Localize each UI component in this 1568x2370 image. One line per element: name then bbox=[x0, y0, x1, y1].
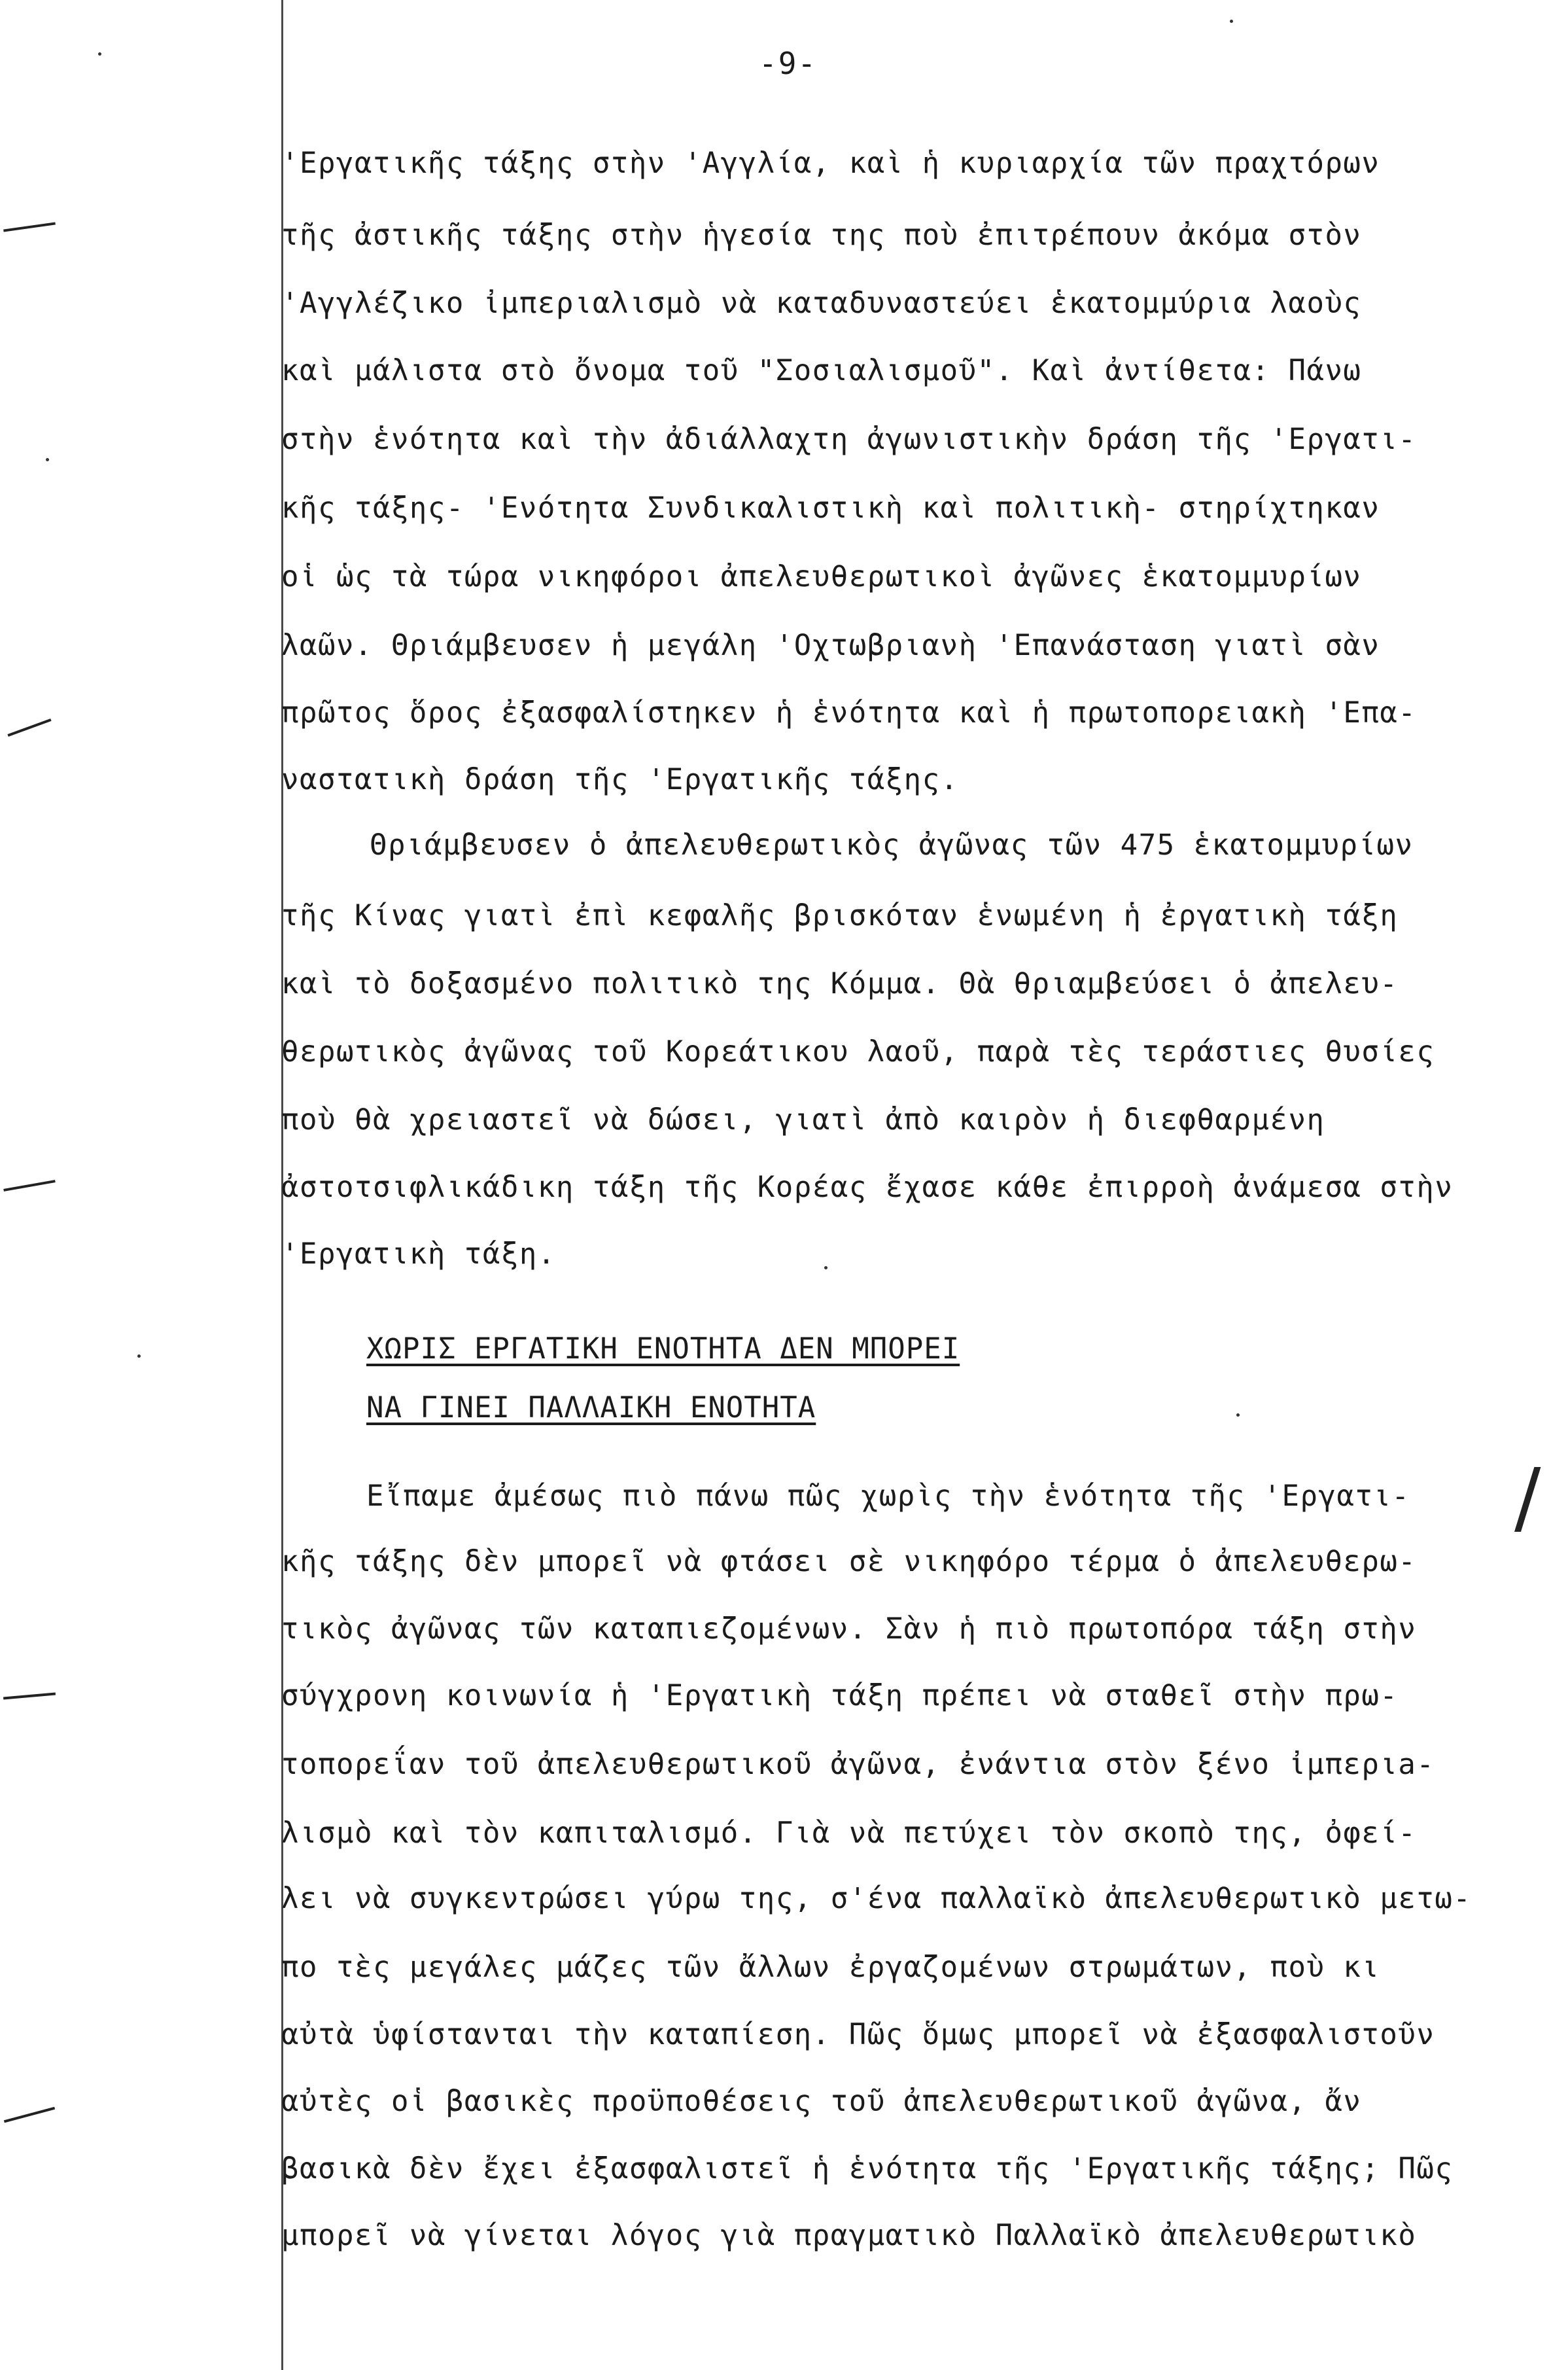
page-number: -9- bbox=[759, 46, 818, 81]
scan-mark bbox=[3, 1180, 55, 1192]
text-line: στὴν ἑνότητα καὶ τὴν ἀδιάλλαχτη ἀγωνιστικὴν δράση τῆς 'Εργατι- bbox=[281, 423, 1417, 456]
text-line: καὶ τὸ δοξασμένο πολιτικὸ της Κόμμα. Θὰ θριαμβεύσει ὁ ἀπελευ- bbox=[281, 967, 1399, 1000]
text-line: κῆς τάξης δὲν μπορεῖ νὰ φτάσει σὲ νικηφόρο τέρμα ὁ ἀπελευθερω- bbox=[281, 1545, 1417, 1578]
text-line: λαῶν. Θριάμβευσεν ἡ μεγάλη 'Οχτωβριανὴ 'Επανάσταση γιατὶ σὰν bbox=[281, 629, 1380, 662]
scan-mark bbox=[3, 1693, 56, 1700]
scan-mark bbox=[4, 2107, 55, 2123]
text-line: θερωτικὸς ἀγῶνας τοῦ Κορεάτικου λαοῦ, παρὰ τὲς τεράστιες θυσίες bbox=[281, 1035, 1435, 1069]
text-line: λει νὰ συγκεντρώσει γύρω της, σ'ένα παλλαϊκὸ ἀπελευθερωτικὸ μετω- bbox=[281, 1882, 1472, 1915]
text-line: τικὸς ἀγῶνας τῶν καταπιεζομένων. Σὰν ἡ πιὸ πρωτοπόρα τάξη στὴν bbox=[281, 1612, 1417, 1646]
text-line: 'Εργατικῆς τάξης στὴν 'Αγγλία, καὶ ἡ κυριαρχία τῶν πραχτόρων bbox=[281, 147, 1380, 180]
text-line: αὐτὲς οἱ βασικὲς προϋποθέσεις τοῦ ἀπελευθερωτικοῦ ἀγῶνα, ἄν bbox=[281, 2085, 1362, 2118]
text-line: πο τὲς μεγάλες μάζες τῶν ἄλλων ἐργαζομένων στρωμάτων, ποὺ κι bbox=[281, 1951, 1380, 1984]
text-line: ναστατικὴ δράση τῆς 'Εργατικῆς τάξης. bbox=[281, 763, 959, 796]
speck bbox=[1230, 20, 1233, 23]
text-line: τοπορεΐαν τοῦ ἀπελευθερωτικοῦ ἀγῶνα, ἐνάντια στὸν ξένο ἰμπεριa- bbox=[281, 1748, 1435, 1781]
speck bbox=[98, 52, 101, 56]
scan-mark bbox=[3, 222, 56, 232]
text-line: αὐτὰ ὑφίστανται τὴν καταπίεση. Πῶς ὅμως μπορεῖ νὰ ἐξασφαλιστοῦν bbox=[281, 2018, 1435, 2051]
text-line: Θριάμβευσεν ὁ ἀπελευθερωτικὸς ἀγῶνας τῶν 475 ἑκατομμυρίων bbox=[370, 828, 1414, 862]
text-line: καὶ μάλιστα στὸ ὄνομα τοῦ "Σοσιαλισμοῦ". Καὶ ἀντίθετα: Πάνω bbox=[281, 354, 1362, 387]
text-line: λισμὸ καὶ τὸν καπιταλισμό. Γιὰ νὰ πετύχει τὸν σκοπὸ της, ὀφεί- bbox=[281, 1816, 1417, 1850]
section-heading: ΝΑ ΓΙΝΕΙ ΠΑΛΛΑΙΚΗ ΕΝΟΤΗΤΑ bbox=[366, 1391, 816, 1424]
text-line: σύγχρονη κοινωνία ἡ 'Εργατικὴ τάξη πρέπει νὰ σταθεῖ στὴν πρω- bbox=[281, 1679, 1399, 1712]
text-line: οἱ ὡς τὰ τώρα νικηφόροι ἀπελευθερωτικοὶ ἀγῶνες ἑκατομμυρίων bbox=[281, 560, 1362, 593]
speck bbox=[137, 1354, 141, 1358]
text-line: πρῶτος ὅρος ἐξασφαλίστηκεν ἡ ἑνότητα καὶ ἡ πρωτοπορειακὴ 'Επα- bbox=[281, 696, 1417, 730]
text-line: Εἴπαμε ἀμέσως πιὸ πάνω πῶς χωρὶς τὴν ἑνότητα τῆς 'Εργατι- bbox=[366, 1479, 1410, 1513]
text-line: μπορεῖ νὰ γίνεται λόγος γιὰ πραγματικὸ Παλλαϊκὸ ἀπελευθερωτικὸ bbox=[281, 2219, 1417, 2252]
text-line: ποὺ θὰ χρειαστεῖ νὰ δώσει, γιατὶ ἀπὸ καιρὸν ἡ διεφθαρμένη bbox=[281, 1103, 1325, 1137]
speck bbox=[1236, 1413, 1240, 1417]
scan-mark bbox=[7, 718, 51, 737]
margin-mark: / bbox=[1514, 1453, 1541, 1544]
text-line: 'Αγγλέζικο ἰμπεριαλισμὸ νὰ καταδυναστεύει ἑκατομμύρια λαοὺς bbox=[281, 287, 1362, 320]
speck bbox=[46, 458, 49, 461]
text-line: 'Εργατικὴ τάξη. bbox=[281, 1237, 556, 1271]
text-line: ἀστοτσιφλικάδικη τάξη τῆς Κορέας ἔχασε κάθε ἐπιρροὴ ἀνάμεσα στὴν bbox=[281, 1171, 1454, 1204]
text-line: βασικὰ δὲν ἔχει ἐξασφαλιστεῖ ἡ ἑνότητα τῆς 'Εργατικῆς τάξης; Πῶς bbox=[281, 2152, 1454, 2185]
speck bbox=[824, 1266, 828, 1269]
section-heading: ΧΩΡΙΣ ΕΡΓΑΤΙΚΗ ΕΝΟΤΗΤΑ ΔΕΝ ΜΠΟΡΕΙ bbox=[366, 1332, 960, 1366]
text-line: τῆς ἀστικῆς τάξης στὴν ἡγεσία της ποὺ ἐπιτρέπουν ἀκόμα στὸν bbox=[281, 219, 1362, 252]
text-line: κῆς τάξης- 'Ενότητα Συνδικαλιστικὴ καὶ πολιτικὴ- στηρίχτηκαν bbox=[281, 491, 1380, 525]
text-line: τῆς Κίνας γιατὶ ἐπὶ κεφαλῆς βρισκόταν ἑνωμένη ἡ ἐργατικὴ τάξη bbox=[281, 899, 1399, 932]
